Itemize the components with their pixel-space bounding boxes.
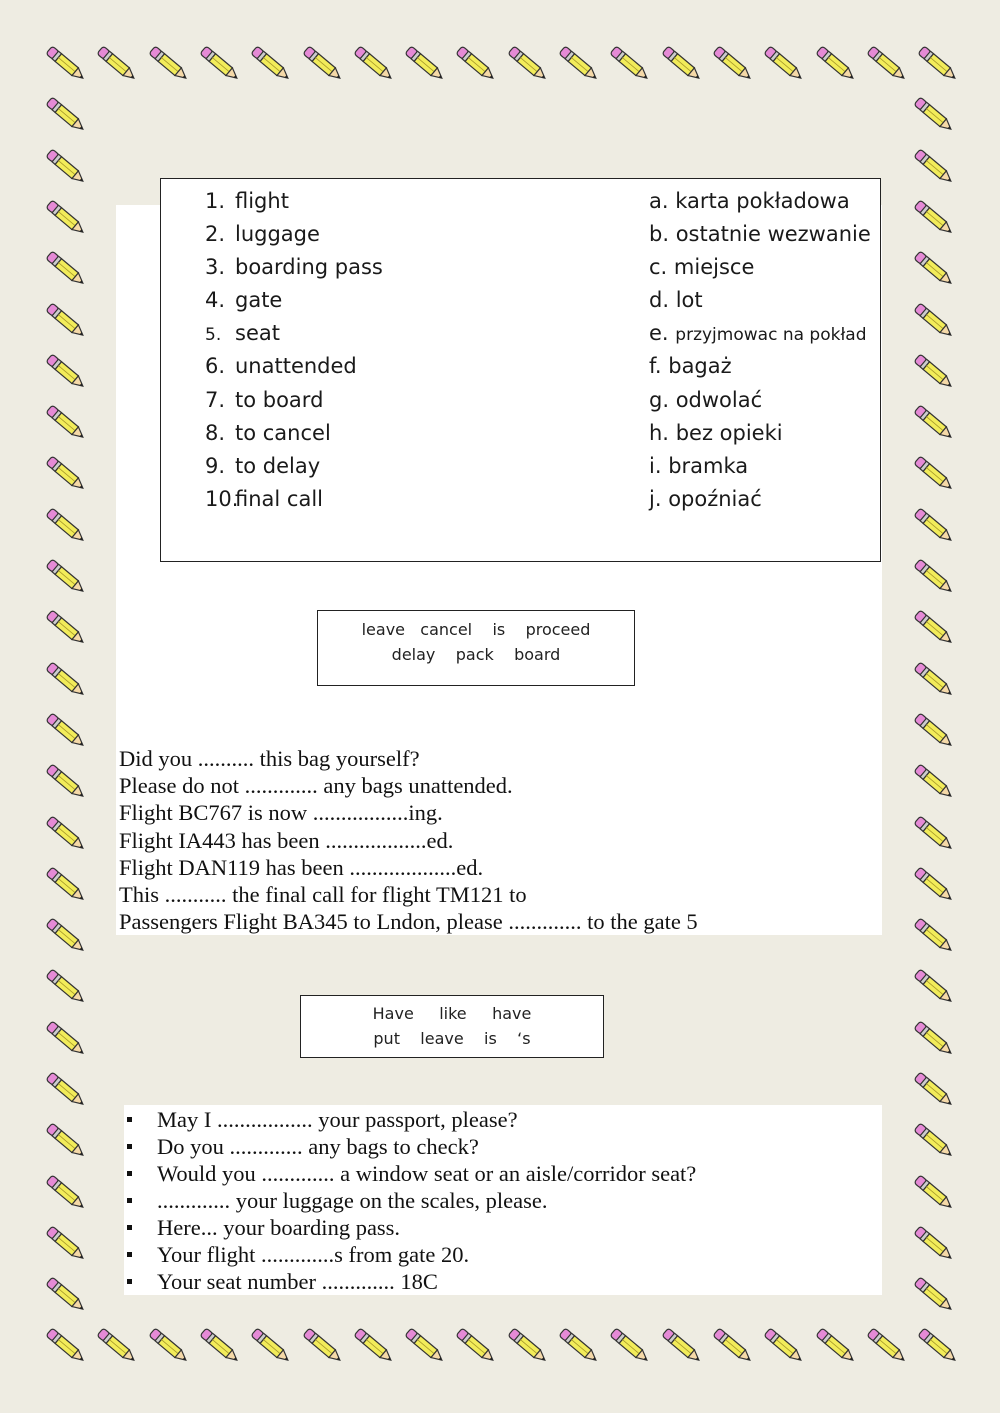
- english-word: seat: [235, 321, 280, 346]
- english-word-row: [205, 218, 383, 251]
- pencil-icon: [196, 1322, 244, 1370]
- pencil-icon: [452, 1322, 500, 1370]
- pencil-icon: [42, 348, 90, 396]
- english-word-row: [205, 317, 383, 350]
- english-word-number: 7.: [205, 387, 226, 412]
- pencil-icon: [42, 963, 90, 1011]
- pencil-icon: [42, 1066, 90, 1114]
- polish-word: bramka: [668, 453, 749, 478]
- polish-words-column: [649, 185, 871, 516]
- polish-word-row: [649, 284, 871, 317]
- pencil-icon: [709, 1322, 757, 1370]
- word-bank-2-line-2: put leave is ‘s: [373, 1029, 531, 1048]
- pencil-icon: [42, 1271, 90, 1319]
- square-bullet-icon: [127, 1171, 132, 1176]
- pencil-icon: [42, 1220, 90, 1268]
- polish-word-row: [649, 317, 871, 350]
- pencil-icon: [196, 40, 244, 88]
- pencil-icon: [910, 1117, 958, 1165]
- pencil-icon: [914, 1322, 962, 1370]
- square-bullet-icon: [127, 1144, 132, 1149]
- polish-word-letter: b.: [649, 222, 670, 247]
- pencil-icon: [299, 1322, 347, 1370]
- pencil-icon: [910, 912, 958, 960]
- exercise-1-sentence: This ........... the final call for flight TM121 to: [119, 881, 527, 907]
- polish-word-letter: a.: [649, 189, 669, 213]
- exercise-1-sentence: Flight DAN119 has been ...................ed.: [119, 854, 484, 880]
- english-word: flight: [235, 189, 289, 213]
- pencil-icon: [606, 1322, 654, 1370]
- pencil-icon: [910, 604, 958, 652]
- pencil-icon: [42, 1015, 90, 1063]
- pencil-icon: [555, 40, 603, 88]
- polish-word: ostatnie wezwanie: [675, 222, 871, 247]
- polish-word-letter: g.: [649, 387, 670, 412]
- english-word-number: 10.: [205, 486, 239, 511]
- english-word-row: [205, 384, 383, 417]
- polish-word-row: [649, 218, 871, 251]
- pencil-icon: [914, 40, 962, 88]
- square-bullet-icon: [127, 1198, 132, 1203]
- exercise-1-sentences: [119, 745, 698, 935]
- pencil-icon: [910, 1015, 958, 1063]
- word-bank-2-line-1: Have like have: [372, 1004, 532, 1023]
- pencil-icon: [452, 40, 500, 88]
- pencil-icon: [910, 399, 958, 447]
- english-words-column: [205, 185, 383, 516]
- polish-word-row: [649, 251, 871, 284]
- pencil-icon: [910, 194, 958, 242]
- pencil-icon: [910, 245, 958, 293]
- pencil-icon: [812, 1322, 860, 1370]
- pencil-icon: [910, 450, 958, 498]
- english-word-number: 2.: [205, 222, 226, 247]
- exercise-2-sentence: May I ................. your passport, please?: [157, 1107, 518, 1132]
- pencil-icon: [42, 707, 90, 755]
- pencil-icon: [42, 450, 90, 498]
- pencil-icon: [42, 861, 90, 909]
- pencil-icon: [42, 656, 90, 704]
- polish-word: przyjmowac na pokład: [675, 325, 867, 346]
- pencil-icon: [247, 1322, 295, 1370]
- pencil-icon: [42, 810, 90, 858]
- word-bank-1-line-2: delay pack board: [391, 645, 561, 664]
- pencil-icon: [606, 40, 654, 88]
- pencil-icon: [504, 40, 552, 88]
- pencil-icon: [42, 758, 90, 806]
- polish-word: odwolać: [675, 387, 763, 412]
- english-word: final call: [235, 486, 323, 511]
- pencil-icon: [658, 40, 706, 88]
- english-word-number: 4.: [205, 288, 226, 313]
- exercise-2-sentence: Here... your boarding pass.: [157, 1215, 401, 1240]
- pencil-icon: [910, 656, 958, 704]
- exercise-2-item: [124, 1106, 696, 1133]
- pencil-icon: [350, 40, 398, 88]
- polish-word: opoźniać: [668, 486, 762, 511]
- word-bank-1: [317, 610, 635, 686]
- word-bank-2: [300, 995, 604, 1058]
- pencil-icon: [910, 297, 958, 345]
- polish-word-row: [649, 450, 871, 483]
- english-word-row: [205, 251, 383, 284]
- square-bullet-icon: [127, 1252, 132, 1257]
- pencil-icon: [42, 912, 90, 960]
- exercise-1-sentence: Please do not ............. any bags unattended.: [119, 773, 513, 799]
- square-bullet-icon: [127, 1279, 132, 1284]
- pencil-icon: [910, 1220, 958, 1268]
- pencil-icon: [42, 194, 90, 242]
- pencil-icon: [910, 348, 958, 396]
- pencil-icon: [299, 40, 347, 88]
- polish-word: bez opieki: [675, 420, 783, 445]
- english-word-number: 8.: [205, 420, 226, 445]
- polish-word-letter: d.: [649, 288, 670, 313]
- polish-word-letter: i.: [649, 453, 662, 478]
- exercise-2-sentence: Would you ............. a window seat or an aisle/corridor seat?: [157, 1161, 697, 1186]
- pencil-icon: [910, 1169, 958, 1217]
- exercise-2-bullet-list: [124, 1106, 696, 1295]
- pencil-icon: [42, 245, 90, 293]
- pencil-icon: [42, 1322, 90, 1370]
- pencil-icon: [812, 40, 860, 88]
- exercise-2-item: [124, 1160, 696, 1187]
- pencil-icon: [42, 553, 90, 601]
- pencil-icon: [42, 1117, 90, 1165]
- pencil-icon: [910, 1271, 958, 1319]
- square-bullet-icon: [127, 1225, 132, 1230]
- pencil-icon: [93, 40, 141, 88]
- english-word-row: [205, 350, 383, 383]
- english-word: gate: [235, 288, 283, 313]
- pencil-icon: [910, 143, 958, 191]
- pencil-icon: [863, 40, 911, 88]
- english-word-row: [205, 483, 383, 516]
- pencil-icon: [145, 40, 193, 88]
- pencil-icon: [42, 399, 90, 447]
- exercise-2-item: [124, 1187, 696, 1214]
- english-word-number: 9.: [205, 453, 226, 478]
- english-word-row: [205, 417, 383, 450]
- polish-word-row: [649, 185, 871, 218]
- pencil-icon: [658, 1322, 706, 1370]
- pencil-icon: [910, 502, 958, 550]
- pencil-icon: [401, 1322, 449, 1370]
- pencil-icon: [910, 1066, 958, 1114]
- pencil-icon: [42, 40, 90, 88]
- polish-word-row: [649, 417, 871, 450]
- exercise-1-sentence: Flight IA443 has been ..................ed.: [119, 827, 454, 853]
- exercise-2-sentence: Your seat number ............. 18C: [157, 1269, 438, 1294]
- pencil-icon: [42, 502, 90, 550]
- pencil-icon: [910, 963, 958, 1011]
- exercise-2-sentence: Your flight .............s from gate 20.: [157, 1242, 470, 1267]
- pencil-icon: [247, 40, 295, 88]
- pencil-icon: [42, 143, 90, 191]
- pencil-icon: [145, 1322, 193, 1370]
- polish-word-row: [649, 350, 871, 383]
- polish-word-letter: h.: [649, 420, 669, 445]
- pencil-icon: [504, 1322, 552, 1370]
- pencil-icon: [910, 553, 958, 601]
- english-word: unattended: [235, 354, 357, 379]
- english-word-row: [205, 450, 383, 483]
- english-word-number: 6.: [205, 354, 226, 379]
- square-bullet-icon: [127, 1117, 132, 1122]
- english-word: to board: [235, 387, 324, 412]
- polish-word: bagaż: [668, 354, 732, 379]
- english-word: to cancel: [235, 420, 331, 445]
- polish-word-row: [649, 483, 871, 516]
- pencil-icon: [555, 1322, 603, 1370]
- word-bank-1-line-1: leave cancel is proceed: [361, 620, 591, 639]
- exercise-1-sentence: Did you .......... this bag yourself?: [119, 746, 420, 771]
- pencil-icon: [42, 604, 90, 652]
- exercise-2-item: [124, 1241, 696, 1268]
- exercise-2-sentence: ............. your luggage on the scales, please.: [157, 1188, 548, 1213]
- polish-word-letter: c.: [649, 255, 668, 280]
- exercise-2-sentence: Do you ............. any bags to check?: [157, 1134, 479, 1159]
- pencil-icon: [42, 91, 90, 139]
- pencil-icon: [350, 1322, 398, 1370]
- english-word: luggage: [235, 222, 320, 247]
- pencil-icon: [910, 707, 958, 755]
- exercise-1-sentence: Flight BC767 is now .................ing.: [119, 800, 443, 826]
- pencil-icon: [910, 758, 958, 806]
- pencil-icon: [910, 810, 958, 858]
- pencil-icon: [760, 1322, 808, 1370]
- polish-word: miejsce: [673, 255, 755, 280]
- english-word-number: 3.: [205, 255, 226, 280]
- pencil-icon: [42, 1169, 90, 1217]
- polish-word: karta pokładowa: [675, 189, 850, 213]
- english-word-row: [205, 284, 383, 317]
- exercise-2-item: [124, 1214, 696, 1241]
- pencil-icon: [42, 297, 90, 345]
- pencil-icon: [93, 1322, 141, 1370]
- polish-word-letter: e.: [649, 321, 669, 346]
- english-word-number: 5.: [205, 325, 222, 346]
- pencil-icon: [401, 40, 449, 88]
- pencil-icon: [863, 1322, 911, 1370]
- polish-word-row: [649, 384, 871, 417]
- polish-word-letter: f.: [649, 354, 662, 379]
- exercise-2-item: [124, 1133, 696, 1160]
- pencil-icon: [910, 861, 958, 909]
- exercise-2-item: [124, 1268, 696, 1295]
- pencil-icon: [760, 40, 808, 88]
- english-word-number: 1.: [205, 189, 226, 213]
- polish-word: lot: [675, 288, 703, 313]
- pencil-icon: [910, 91, 958, 139]
- polish-word-letter: j.: [649, 486, 662, 511]
- english-word-row: [205, 185, 383, 218]
- exercise-1-sentence: Passengers Flight BA345 to Lndon, please ............. to the gate 5: [119, 909, 698, 935]
- vocabulary-matching-box: [160, 178, 881, 562]
- english-word: to delay: [235, 453, 321, 478]
- pencil-icon: [709, 40, 757, 88]
- english-word: boarding pass: [235, 255, 383, 280]
